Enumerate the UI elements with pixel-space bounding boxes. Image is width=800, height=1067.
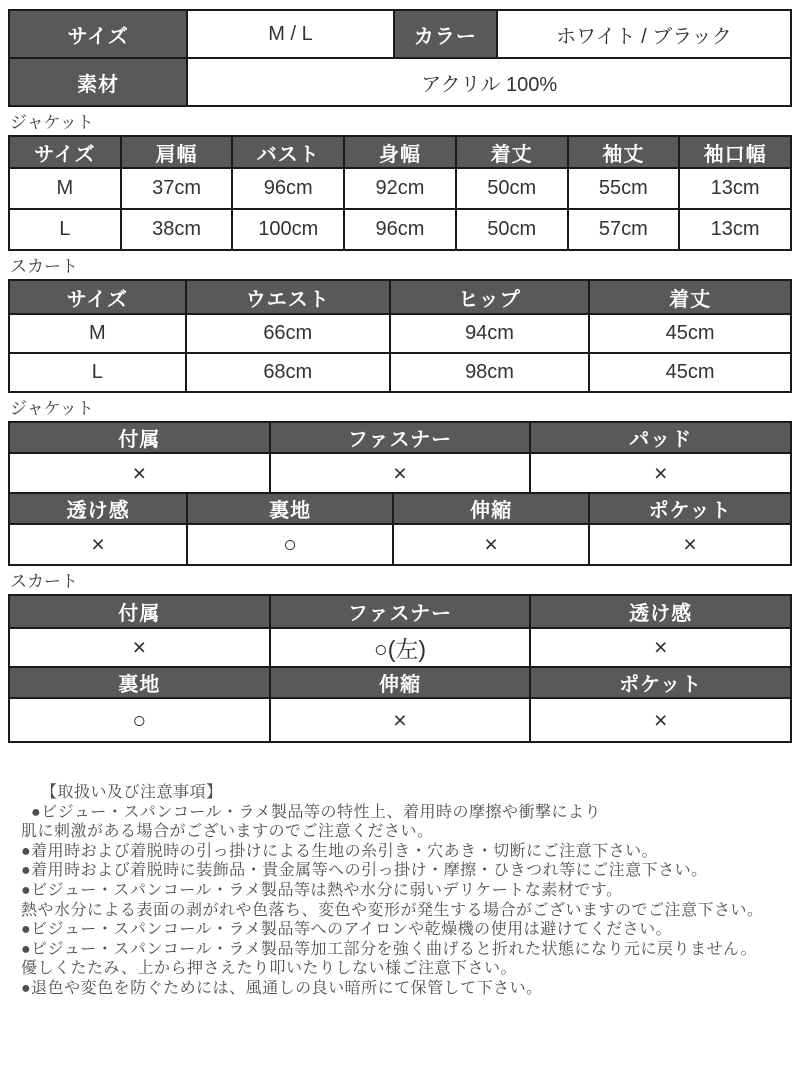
feature-header: ファスナー (270, 595, 531, 628)
table-row (9, 453, 791, 493)
feature-header: ファスナー (270, 422, 531, 453)
measurement-cell: 57cm (568, 209, 680, 250)
jacket-size-table (8, 135, 792, 251)
column-header: 袖口幅 (679, 136, 791, 168)
column-header: 着丈 (589, 280, 791, 314)
care-notice-line: ●退色や変色を防ぐためには、風通しの良い暗所にて保管して下さい。 (21, 979, 543, 997)
measurement-cell: 68cm (186, 353, 390, 392)
care-notice-line: ●ビジュー・スパンコール・ラメ製品等の特性上、着用時の摩擦や衝撃により (31, 803, 602, 821)
material-value: アクリル 100% (187, 58, 791, 106)
feature-mark: × (9, 524, 187, 565)
care-notice-line: ●着用時および着脱時の引っ掛けによる生地の糸引き・穴あき・切断にご注意下さい。 (21, 842, 659, 860)
care-notice-line: ●ビジュー・スパンコール・ラメ製品等は熱や水分に弱いデリケートな素材です。 (21, 881, 623, 899)
feature-mark: × (530, 628, 791, 667)
feature-mark: × (9, 453, 270, 493)
feature-mark: × (270, 453, 531, 493)
table-row (9, 524, 791, 565)
column-header: 袖丈 (568, 136, 680, 168)
feature-header: 伸縮 (270, 667, 531, 698)
feature-mark: × (9, 628, 270, 667)
measurement-cell: 100cm (232, 209, 344, 250)
skirt-size-section-label: スカート (10, 257, 78, 276)
measurement-cell: 98cm (390, 353, 589, 392)
feature-header: ポケット (589, 493, 791, 524)
feature-mark: ○ (187, 524, 393, 565)
jacket-features-table-top (8, 421, 792, 494)
size-value: M / L (187, 10, 393, 58)
column-header: バスト (232, 136, 344, 168)
measurement-cell: 66cm (186, 314, 390, 353)
care-notice-line: ●ビジュー・スパンコール・ラメ製品等加工部分を強く曲げると折れた状態になり元に戻りません。 (21, 940, 758, 958)
care-notice-line: 肌に刺激がある場合がございますのでご注意ください。 (21, 823, 434, 841)
column-header: 着丈 (456, 136, 568, 168)
size-cell: M (9, 314, 186, 353)
size-label: サイズ (9, 10, 187, 58)
feature-header: 裏地 (187, 493, 393, 524)
table-row (9, 353, 791, 392)
color-value: ホワイト / ブラック (497, 10, 791, 58)
feature-header: 伸縮 (393, 493, 589, 524)
skirt-size-table (8, 279, 792, 393)
measurement-cell: 13cm (679, 168, 791, 209)
care-notice (21, 783, 792, 999)
skirt-features-section-label: スカート (10, 572, 78, 591)
column-header: ヒップ (390, 280, 589, 314)
column-header: サイズ (9, 136, 121, 168)
table-row (9, 628, 791, 667)
size-cell: L (9, 209, 121, 250)
table-row (9, 209, 791, 250)
feature-header: 透け感 (9, 493, 187, 524)
jacket-size-section-label: ジャケット (10, 113, 94, 132)
size-cell: M (9, 168, 121, 209)
care-notice-line: ●着用時および着脱時に装飾品・貴金属等への引っ掛け・摩擦・ひきつれ等にご注意下さい。 (21, 862, 708, 880)
feature-mark: × (393, 524, 589, 565)
column-header: サイズ (9, 280, 186, 314)
feature-header: 透け感 (530, 595, 791, 628)
size-cell: L (9, 353, 186, 392)
measurement-cell: 38cm (121, 209, 233, 250)
measurement-cell: 50cm (456, 168, 568, 209)
color-label: カラー (394, 10, 497, 58)
feature-header: ポケット (530, 667, 791, 698)
feature-mark: ○ (9, 698, 270, 742)
feature-header: パッド (530, 422, 791, 453)
column-header: 肩幅 (121, 136, 233, 168)
feature-mark: × (530, 453, 791, 493)
skirt-features-table-bottom (8, 666, 792, 743)
measurement-cell: 96cm (344, 209, 456, 250)
measurement-cell: 94cm (390, 314, 589, 353)
feature-mark: × (270, 698, 531, 742)
table-row (9, 314, 791, 353)
measurement-cell: 37cm (121, 168, 233, 209)
measurement-cell: 45cm (589, 314, 791, 353)
material-label: 素材 (9, 58, 187, 106)
measurement-cell: 45cm (589, 353, 791, 392)
table-row (9, 168, 791, 209)
care-notice-line: ●ビジュー・スパンコール・ラメ製品等へのアイロンや乾燥機の使用は避けてください。 (21, 921, 673, 939)
spec-table (8, 9, 792, 107)
measurement-cell: 55cm (568, 168, 680, 209)
feature-mark: × (589, 524, 791, 565)
measurement-cell: 92cm (344, 168, 456, 209)
feature-mark: ○(左) (270, 628, 531, 667)
feature-header: 裏地 (9, 667, 270, 698)
skirt-features-table-top (8, 594, 792, 668)
jacket-features-section-label: ジャケット (10, 399, 94, 418)
care-notice-line: 熱や水分による表面の剥がれや色落ち、変色や変形が発生する場合がございますのでご注意下さい。 (21, 901, 764, 919)
measurement-cell: 13cm (679, 209, 791, 250)
feature-header: 付属 (9, 422, 270, 453)
care-notice-title: 【取扱い及び注意事項】 (41, 784, 223, 801)
feature-header: 付属 (9, 595, 270, 628)
column-header: 身幅 (344, 136, 456, 168)
table-row (9, 698, 791, 742)
feature-mark: × (530, 698, 791, 742)
column-header: ウエスト (186, 280, 390, 314)
measurement-cell: 50cm (456, 209, 568, 250)
measurement-cell: 96cm (232, 168, 344, 209)
jacket-features-table-bottom (8, 492, 792, 566)
care-notice-line: 優しくたたみ、上から押さえたり叩いたりしない様ご注意下さい。 (21, 960, 517, 978)
